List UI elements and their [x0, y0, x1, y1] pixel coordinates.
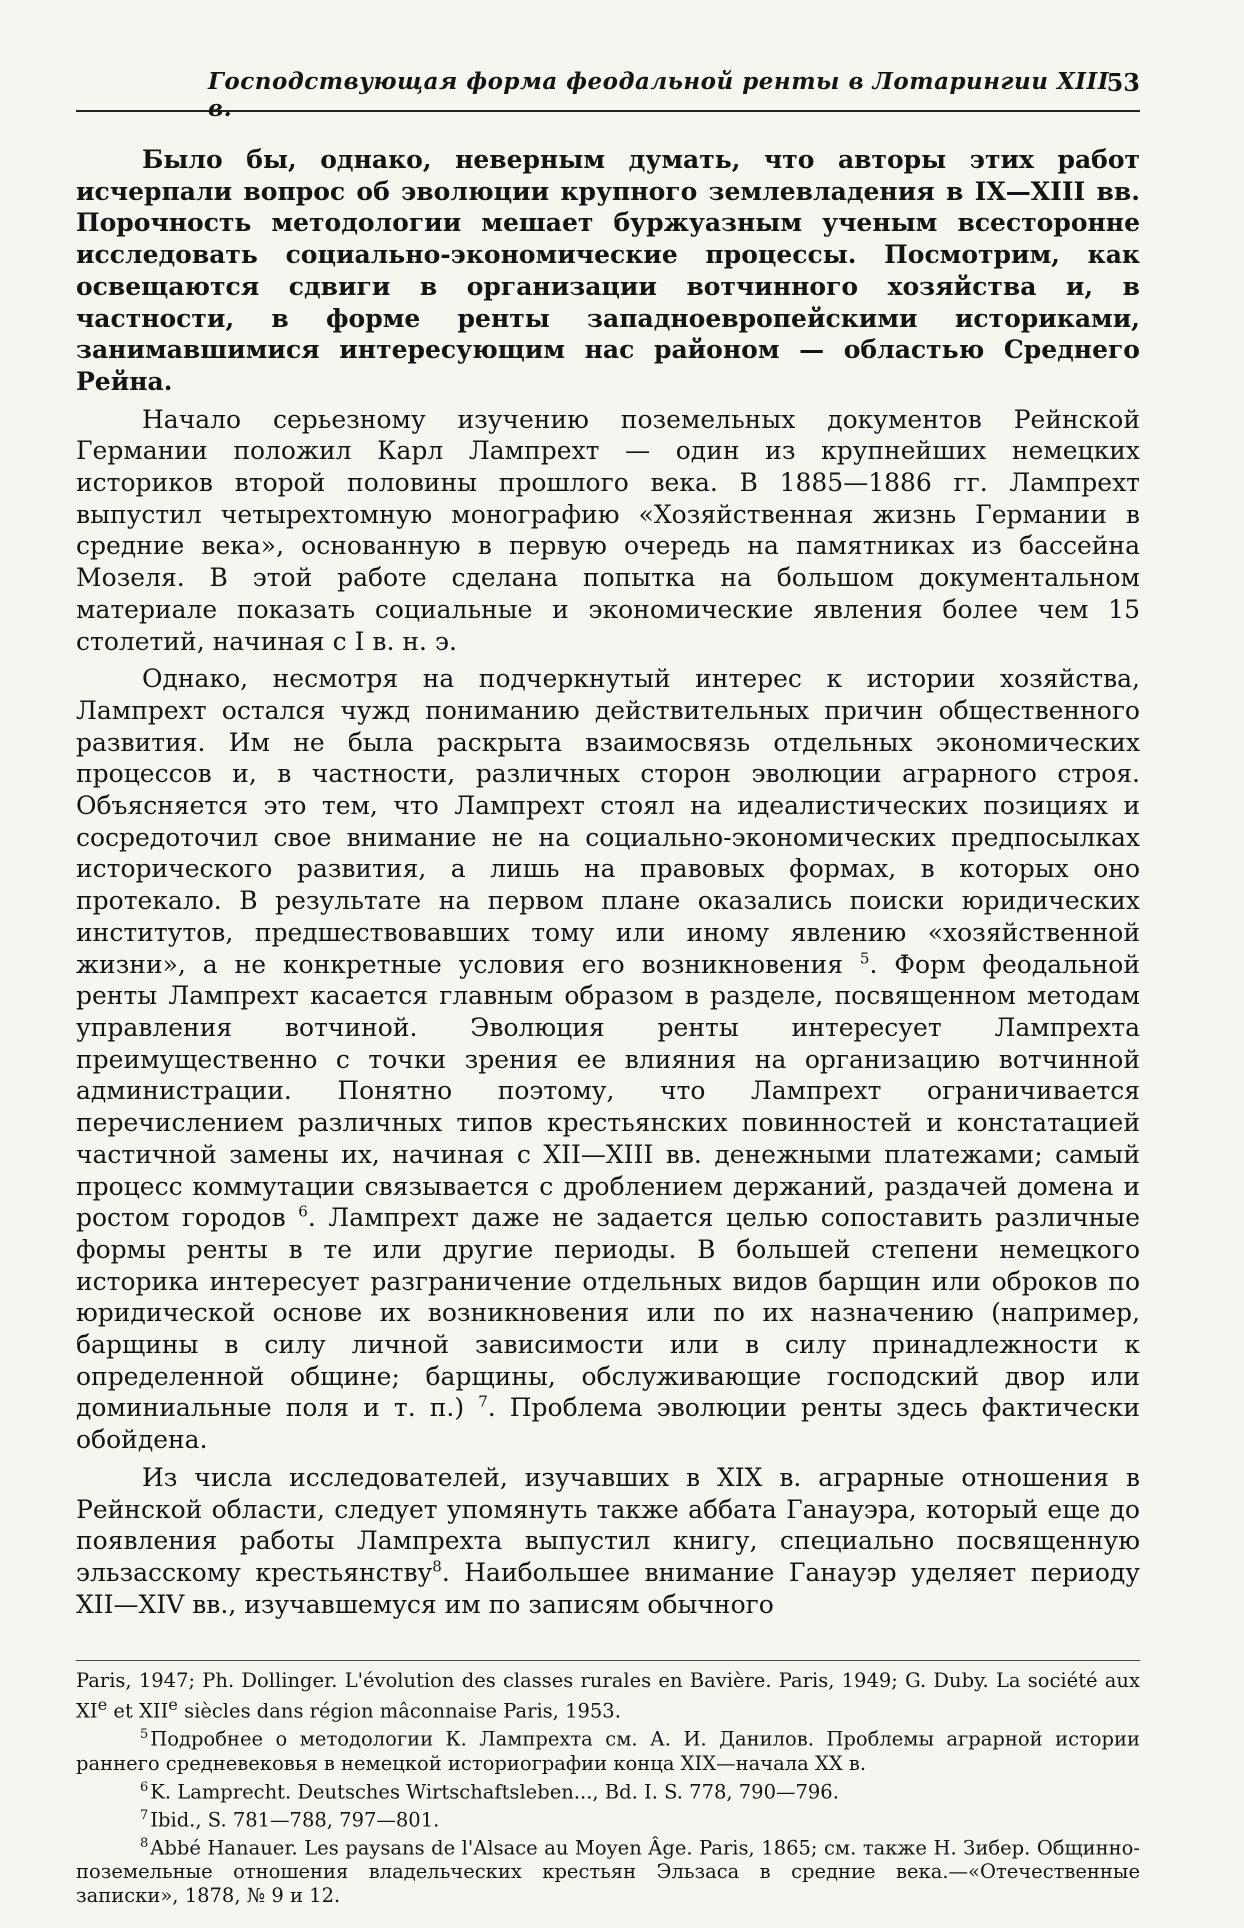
footnote-marker: 7 [478, 1393, 488, 1412]
paragraph: Было бы, однако, неверным думать, что авторы этих работ исчерпали вопрос об эволюции крупного землевладения в IX—XIII вв. Порочность методологии мешает буржуазным ученым всесторонне исследовать социально-экономические процессы. Посмотрим, как освещаются сдвиги в организации вотчинного хозяйства и, в частности, в форме ренты западноевропейскими историками, занимавшимися интересующим нас районом — областью Среднего Рейна. [76, 145, 1140, 396]
main-text [76, 144, 1140, 1620]
paragraph: Начало серьезному изучению поземельных документов Рейнской Германии положил Карл Лампрехт — один из крупнейших немецких историков второй половины прошлого века. В 1885—1886 гг. Лампрехт выпустил четырехтомную монографию «Хозяйственная жизнь Германии в средние века», основанную в первую очередь на памятниках из бассейна Мозеля. В этой работе сделана попытка на большом документальном материале показать социальные и экономические явления более чем 15 столетий, начиная с I в. н. э. [76, 404, 1140, 656]
footnote: $^5$ Подробнее о методологии К. Лампрехта см. А. И. Данилов. Проблемы аграрной истории раннего средневековья в немецкой историографии конца XIX—начала XX в. [76, 1727, 1140, 1775]
footnote-continuation: Paris, 1947; Ph. Dollinger. L'évolution des classes rurales en Bavière. Paris, 1949; G. Duby. La société aux XIe et XIIe siècles dans région mâconnaise Paris, 1953. [76, 1669, 1140, 1723]
footnote-marker: 5 [859, 949, 870, 968]
running-title: Господствующая форма феодальной ренты в Лотарингии XIII в. [208, 68, 1110, 122]
footnote: $^8$ Abbé Hanauer. Les paysans de l'Alsace au Moyen Âge. Paris, 1865; см. также Н. Зибер. Общинно-поземельные отношения владельческих крестьян Эльзаса в средние века.—«Отечественные записки», 1878, № 9 и 12. [76, 1836, 1140, 1908]
footnote-marker: 8 [432, 1557, 442, 1576]
paragraph: Однако, несмотря на подчеркнутый интерес к истории хозяйства, Лампрехт остался чужд пониманию действительных причин общественного развития. Им не была раскрыта взаимосвязь отдельных экономических процессов и, в частности, различных сторон эволюции аграрного строя. Объясняется это тем, что Лампрехт стоял на идеалистических позициях и сосредоточил свое внимание не на социально-экономических предпосылках исторического развития, а лишь на правовых формах, в которых оно протекало. В результате на первом плане оказались поиски юридических институтов, предшествовавших тому или иному явлению «хозяйственной жизни», а не конкретные условия его возникновения $^5$. Форм феодальной ренты Лампрехт касается главным образом в разделе, посвященном методам управления вотчиной. Эволюция ренты интересует Лампрехта преимущественно с точки зрения ее влияния на организацию вотчинной администрации. Понятно поэтому, что Лампрехт ограничивается перечислением различных типов крестьянских повинностей и констатацией частичной замены их, начиная с XII—XIII вв. денежными платежами; самый процесс коммутации связывается с дроблением держаний, раздачей домена и ростом городов $^6$. Лампрехт даже не задается целью сопоставить различные формы ренты в те или другие периоды. В большей степени немецкого историка интересует разграничение отдельных видов барщин или оброков по юридической основе их возникновения или по их назначению (например, барщины в силу личной зависимости или в силу принадлежности к определенной общине; барщины, обслуживающие господский двор или доминиальные поля и т. п.) $^7$. Проблема эволюции ренты здесь фактически обойдена. [76, 664, 1140, 1455]
footnote: $^6$ K. Lamprecht. Deutsches Wirtschaftsleben..., Bd. I. S. 778, 790—796. [140, 1779, 839, 1804]
page-header [76, 52, 1140, 122]
footnotes [76, 1660, 1140, 1908]
footnote-marker: 6 [298, 1202, 308, 1221]
paragraph: Из числа исследователей, изучавших в XIX в. аграрные отношения в Рейнской области, следует упомянуть также аббата Ганауэра, который еще до появления работы Лампрехта выпустил книгу, специально посвященную эльзасскому крестьянству$^8$. Наибольшее внимание Ганауэр уделяет периоду XII—XIV вв., изучавшемуся им по записям обычного [76, 1462, 1140, 1619]
book-page [76, 52, 1140, 1908]
page-number: 53 [1106, 68, 1140, 97]
footnote: $^7$ Ibid., S. 781—788, 797—801. [140, 1807, 440, 1832]
